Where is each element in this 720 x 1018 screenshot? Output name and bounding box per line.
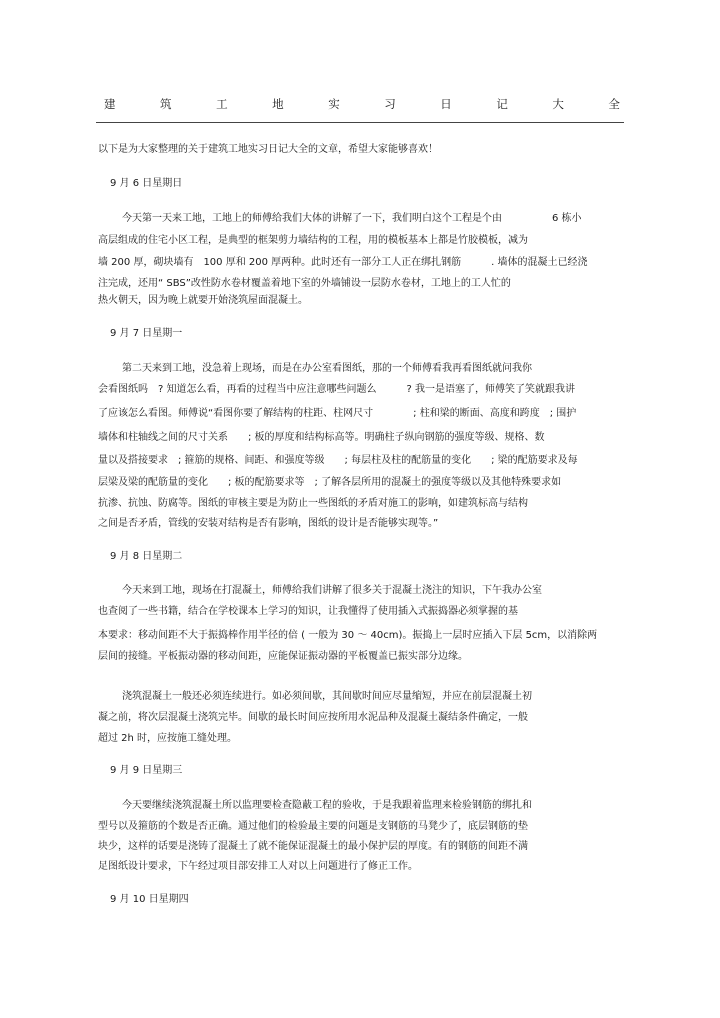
entry-date: 9 月 8 日星期二 [110, 551, 183, 562]
entry-line: 抗渗、抗蚀、防腐等。图纸的审核主要是为防止一些图纸的矛盾对施工的影响，如建筑标高与结构 [98, 498, 528, 509]
entry-line: 会看图纸吗 ? 知道怎么看，再看的过程当中应注意哪些问题么 ? 我一是语塞了，师傅笑了笑就跟我讲 [98, 384, 575, 395]
entry-line: 了应该怎么看图。师傅说“看图你要了解结构的柱距、柱网尺寸 ; 柱和梁的断面、高度和跨度 ; 围护 [98, 408, 577, 419]
title-char: 日 [440, 97, 452, 111]
entry-line: 墙体和柱轴线之间的尺寸关系 ; 板的厚度和结构标高等。明确柱子纵向钢筋的强度等级、规格、数 [98, 432, 545, 443]
title-char: 习 [384, 97, 396, 111]
entry-line: 量以及搭接要求 ; 箍筋的规格、间距、和强度等级 ; 每层柱及柱的配筋量的变化 ; 梁的配筋要求及每 [98, 455, 578, 466]
entry-line: 热火朝天，因为晚上就要开始浇筑屋面混凝土。 [98, 295, 308, 306]
entry-line: 也查阅了一些书籍，结合在学校课本上学习的知识，让我懂得了使用插入式振捣器必须掌握的基 [98, 606, 518, 617]
title-char: 工 [216, 97, 228, 111]
entry-line: 层梁及梁的配筋量的变化 ; 板的配筋要求等 ; 了解各层所用的混凝土的强度等级以及其他特殊要求如 [98, 477, 562, 488]
entry-line: 型号以及箍筋的个数是否正确。通过他们的检验最主要的问题是支钢筋的马凳少了，底层钢筋的垫 [98, 821, 528, 832]
title-char: 地 [272, 97, 284, 111]
entry-line: 本要求：移动间距不大于振捣棒作用半径的倍 ( 一般为 30 ～ 40cm)。振捣上一层时应插入下层 5cm，以消除两 [98, 630, 598, 641]
entry-line: 今天来到工地，现场在打混凝土，师傅给我们讲解了很多关于混凝土浇注的知识，下午我办公室 [122, 585, 542, 596]
title-char: 实 [328, 97, 340, 111]
entry-line: 今天第一天来工地，工地上的师傅给我们大体的讲解了一下，我们明白这个工程是个由 6 栋小 [122, 213, 582, 224]
entry-line: 足图纸设计要求，下午经过项目部安排工人对以上问题进行了修正工作。 [98, 861, 418, 872]
title-char: 建 [104, 97, 116, 111]
title-char: 记 [496, 97, 508, 111]
title-char: 大 [552, 97, 564, 111]
entry-line: 层间的接缝。平板振动器的移动间距，应能保证振动器的平板覆盖已振实部分边缘。 [98, 651, 468, 662]
entry-line: 超过 2h 时，应按施工缝处理。 [98, 733, 238, 744]
entry-line: 块少，这样的话要是浇铸了混凝土了就不能保证混凝土的最小保护层的厚度。有的钢筋的间距不满 [98, 841, 528, 852]
title-divider [96, 122, 624, 123]
title-char: 全 [608, 97, 620, 111]
entry-line: 之间是否矛盾，管线的安装对结构是否有影响，图纸的设计是否能够实现等。” [98, 518, 439, 529]
entry-date: 9 月 7 日星期一 [110, 328, 183, 339]
intro-text: 以下是为大家整理的关于建筑工地实习日记大全的文章，希望大家能够喜欢！ [98, 144, 438, 155]
entry-line: 注完成，还用“ SBS”改性防水卷材覆盖着地下室的外墙铺设一层防水卷材，工地上的工人忙的 [98, 278, 511, 289]
entry-line: 高层组成的住宅小区工程，是典型的框架剪力墙结构的工程，用的模板基本上都是竹胶模板，减为 [98, 235, 528, 246]
entry-line: 凝之前，将次层混凝土浇筑完毕。间歇的最长时间应按所用水泥品种及混凝土凝结条件确定，一般 [98, 712, 528, 723]
entry-line: 浇筑混凝土一般还必须连续进行。如必须间歇，其间歇时间应尽量缩短，并应在前层混凝土初 [122, 691, 532, 702]
entry-line: 墙 200 厚，砌块墙有 100 厚和 200 厚两种。此时还有一部分工人正在绑扎钢筋 . 墙体的混凝土已经浇 [98, 257, 588, 268]
entry-line: 第二天来到工地，没急着上现场，而是在办公室看图纸，那的一个师傅看我再看图纸就问我你 [122, 363, 532, 374]
title-char: 筑 [160, 97, 172, 111]
entry-line: 今天要继续浇筑混凝土所以监理要检查隐蔽工程的验收，于是我跟着监理来检验钢筋的绑扎和 [122, 800, 532, 811]
entry-date: 9 月 9 日星期三 [110, 765, 183, 776]
document-title [104, 96, 620, 112]
entry-date: 9 月 6 日星期日 [110, 178, 183, 189]
entry-date: 9 月 10 日星期四 [110, 894, 189, 905]
